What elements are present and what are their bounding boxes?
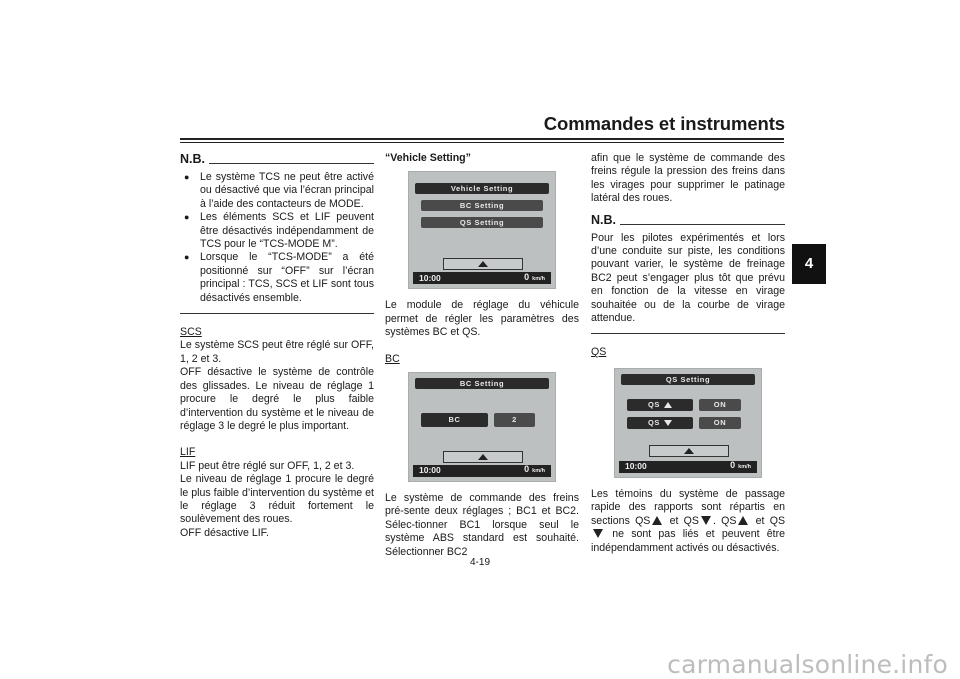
nb-header (591, 213, 785, 227)
bc-heading: BC (385, 352, 400, 365)
qs-up-label: QS (627, 399, 693, 411)
speed-value: 0 (524, 464, 530, 475)
nb-rule (209, 163, 374, 164)
menu-item-bc-setting: BC Setting (421, 200, 543, 211)
column-3 (591, 152, 785, 555)
qs-setting-screen (614, 368, 762, 478)
speed-unit: km/h (532, 468, 545, 475)
nb-bullet-list (180, 171, 374, 305)
speed-value: 0 (730, 460, 736, 471)
header-rule (180, 138, 784, 140)
menu-item-qs-setting: QS Setting (421, 217, 543, 228)
up-arrow-icon (478, 261, 488, 267)
vehicle-setting-heading: “Vehicle Setting” (385, 152, 471, 164)
column-1 (180, 152, 374, 540)
bc-continued-text: afin que le système de commande des freins régule la pression des freins dans les virages pour supprimer le patinage latéral des roues. (591, 152, 785, 205)
page-number: 4-19 (469, 557, 490, 568)
bc-text: Le système de commande des freins pré-sente deux réglages ; BC1 et BC2. Sélec-tionner BC1 lorsque seul le système ABS standard est souhaité. Sélectionner BC2 (385, 492, 579, 558)
bc-label: BC (421, 413, 488, 427)
status-bar (619, 461, 757, 473)
page-header-title: Commandes et instruments (543, 113, 785, 134)
qs-up-triangle-icon (652, 516, 662, 525)
bc-setting-screen (408, 372, 556, 482)
lif-text-3: OFF désactive LIF. (180, 526, 269, 539)
clock: 10:00 (419, 465, 441, 476)
up-arrow-icon (684, 448, 694, 454)
down-triangle-icon (664, 420, 672, 426)
screen-title-bar: Vehicle Setting (415, 183, 549, 194)
lif-heading: LIF (180, 446, 196, 459)
speed-value: 0 (524, 271, 530, 282)
qs-down-value: ON (699, 417, 741, 429)
scroll-up-indicator (443, 258, 523, 270)
qs-text: Les témoins du système de passage rapide des rapports sont répartis en sections QS et QS . QS et QS ne sont pas liés et peuvent être indépendamment activés ou désactivés. (591, 487, 786, 554)
header-rule-thin (180, 142, 784, 143)
screen-title-bar: BC Setting (415, 378, 549, 389)
scs-text: Le système SCS peut être réglé sur OFF, 1, 2 et 3. (180, 339, 374, 365)
lif-text: LIF peut être réglé sur OFF, 1, 2 et 3. (180, 459, 355, 472)
qs-heading: QS (591, 346, 607, 359)
nb-label: N.B. (591, 212, 616, 227)
clock: 10:00 (625, 461, 647, 472)
qs-up-triangle-icon (738, 516, 748, 525)
nb-end-rule (591, 333, 785, 334)
qs-down-triangle-icon (593, 529, 603, 538)
vehicle-setting-text: Le module de réglage du véhicule permet de régler les paramètres des systèmes BC et QS. (385, 299, 579, 339)
qs-down-label: QS (627, 417, 693, 429)
qs-down-triangle-icon (701, 516, 711, 525)
scs-heading: SCS (180, 326, 202, 339)
nb-bullet: ● Les éléments SCS et LIF peuvent être désactivés indépendamment de TCS pour le “TCS-MODE M”. (180, 211, 374, 251)
qs-up-value: ON (699, 399, 741, 411)
scs-text-2: OFF désactive le système de contrôle des glissades. Le niveau de réglage 1 procure le degré le plus faible d’intervention du système et le niveau de réglage 3 le degré le plus important. (180, 366, 374, 432)
nb-label: N.B. (180, 152, 205, 166)
nb-bullet: ● Lorsque le “TCS-MODE” a été positionné sur “OFF” sur l’écran principal : TCS, SCS et LIF sont tous désactivés ensemble. (180, 251, 374, 305)
speed-unit: km/h (738, 464, 751, 471)
up-triangle-icon (664, 402, 672, 408)
nb-header (180, 152, 374, 166)
status-bar (413, 272, 551, 284)
up-arrow-icon (478, 454, 488, 460)
lif-text-2: Le niveau de réglage 1 procure le degré le plus faible d’intervention du système et le réglage 3 réduit fortement le soulèvement des roues. (180, 473, 374, 526)
chapter-tab: 4 (792, 244, 826, 284)
clock: 10:00 (419, 272, 441, 283)
nb-text: Pour les pilotes expérimentés et lors d’une conduite sur piste, les conditions pouvant varier, le système de freinage BC2 peut s’engager plus tôt que prévu en fonction de la vitesse en virage souhaitée ou de la courbe de virage attendue. (591, 231, 785, 325)
nb-rule (620, 224, 785, 225)
screen-title-bar: QS Setting (621, 374, 755, 385)
status-bar (413, 465, 551, 477)
column-2 (385, 152, 579, 559)
bc-value: 2 (494, 413, 535, 427)
scroll-up-indicator (443, 451, 523, 463)
scroll-up-indicator (649, 445, 729, 457)
nb-end-rule (180, 313, 374, 314)
vehicle-setting-screen (408, 171, 556, 289)
watermark: carmanualsonline.info (667, 649, 948, 679)
nb-bullet: ● Le système TCS ne peut être activé ou désactivé que via l’écran principal à l’aide des contacteurs de MODE. (180, 171, 374, 211)
speed-unit: km/h (532, 275, 545, 282)
